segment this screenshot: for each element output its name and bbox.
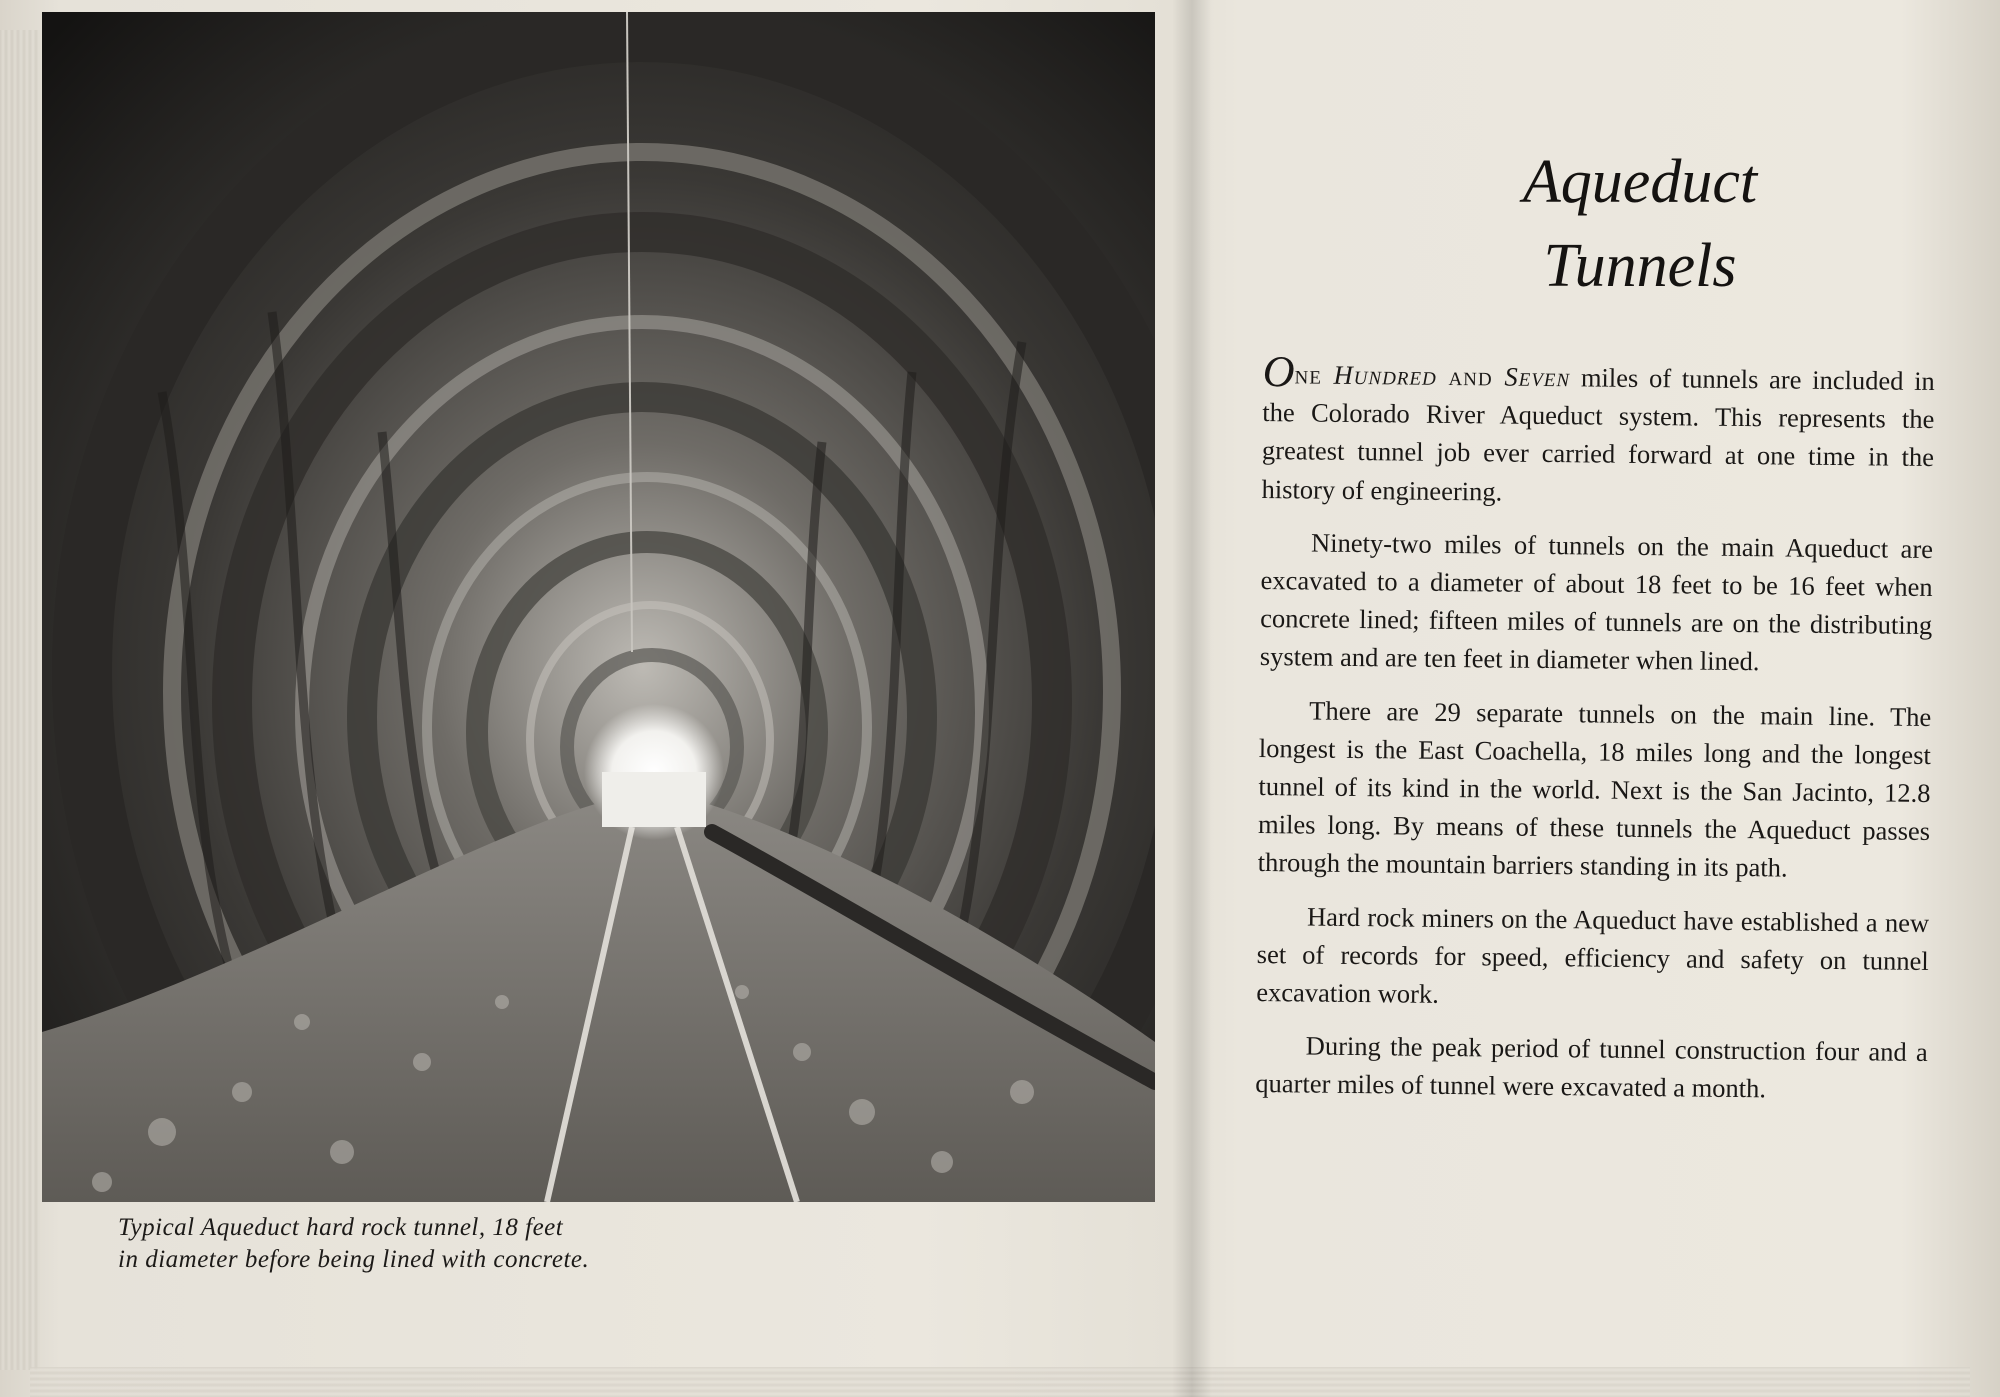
page-edges-left — [0, 30, 40, 1370]
drop-cap: O — [1262, 347, 1295, 397]
lead-in-part-4: Seven — [1504, 361, 1571, 393]
paragraph-4: Hard rock miners on the Aqueduct have established a new set of records for speed, efficiency and safety on tunnel excavation work. — [1256, 901, 1930, 1009]
page-title — [1380, 140, 1900, 308]
paragraph-2: Ninety-two miles of tunnels on the main Aqueduct are excavated to a diameter of about 18 feet to be 16 feet when concrete lined; fifteen miles of tunnels are on the distributing system and are ten feet in diameter when lined. — [1259, 527, 1934, 677]
lead-in-part-3: and — [1436, 360, 1505, 392]
title-line-2: Tunnels — [1543, 232, 1737, 300]
lead-in-part-1: ne — [1294, 359, 1334, 390]
paragraph-3: There are 29 separate tunnels on the main line. The longest is the East Coachella, 18 miles long and the longest tunnel of its kind in the world. Next is the San Jacinto, 12.8 miles long. By means of these tunnels the Aqueduct passes through the mountain barriers standing in its path. — [1257, 695, 1932, 883]
paragraph-1-text: miles of tunnels are included in the Colorado River Aqueduct system. This represents the greatest tunnel job ever carried forward at one time in the history of engineering. — [1261, 362, 1935, 507]
tunnel-photo-illustration — [42, 12, 1155, 1202]
page-edges-bottom — [30, 1367, 1970, 1397]
lead-in — [1294, 359, 1570, 392]
title-line-1: Aqueduct — [1522, 148, 1758, 216]
article-body — [1255, 347, 1935, 1125]
photo-caption — [118, 1212, 718, 1276]
paragraph-5: During the peak period of tunnel construction four and a quarter miles of tunnel were excavated a month. — [1255, 1030, 1928, 1104]
caption-line-2: in diameter before being lined with concrete. — [118, 1246, 590, 1273]
lead-in-part-2: Hundred — [1333, 359, 1437, 391]
paragraph-1 — [1261, 347, 1935, 515]
tunnel-photograph — [42, 12, 1155, 1202]
book-gutter — [1172, 0, 1212, 1397]
caption-line-1: Typical Aqueduct hard rock tunnel, 18 feet — [118, 1214, 564, 1241]
